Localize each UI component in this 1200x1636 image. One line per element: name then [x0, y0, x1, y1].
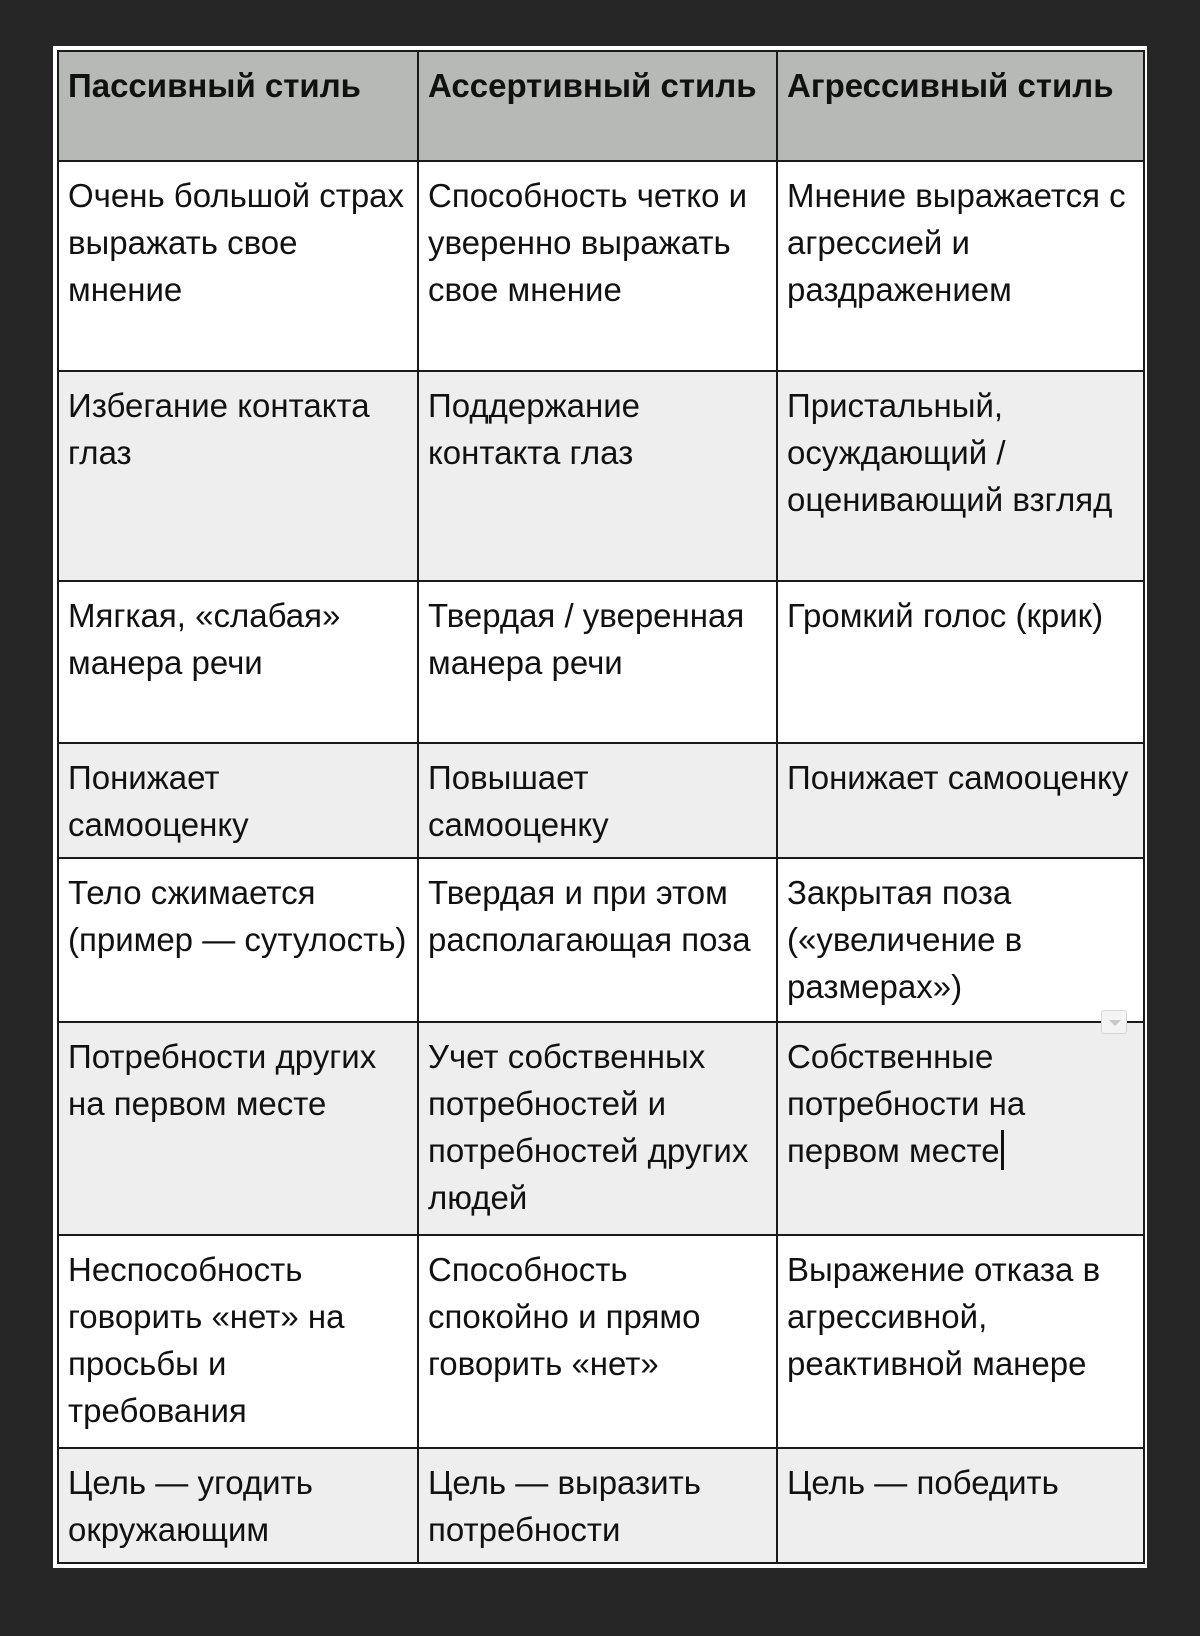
- cell-assertive[interactable]: Твердая и при этом располагающая поза: [418, 858, 777, 1022]
- cell-aggressive[interactable]: Выражение отказа в агрессивной, реактивной манере: [777, 1235, 1144, 1448]
- cell-passive[interactable]: Мягкая, «слабая» манера речи: [58, 581, 418, 743]
- header-assertive[interactable]: Ассертивный стиль: [418, 51, 777, 161]
- cell-assertive[interactable]: Твердая / уверенная манера речи: [418, 581, 777, 743]
- cell-assertive[interactable]: Повышает самооценку: [418, 743, 777, 858]
- cell-assertive[interactable]: Способность четко и уверенно выражать свое мнение: [418, 161, 777, 371]
- cell-passive[interactable]: Цель — угодить окружающим: [58, 1448, 418, 1563]
- cell-assertive[interactable]: Способность спокойно и прямо говорить «нет»: [418, 1235, 777, 1448]
- header-aggressive[interactable]: Агрессивный стиль: [777, 51, 1144, 161]
- cell-passive[interactable]: Неспособность говорить «нет» на просьбы и требования: [58, 1235, 418, 1448]
- cell-passive[interactable]: Понижает самооценку: [58, 743, 418, 858]
- text-cursor-icon: [1001, 1130, 1004, 1170]
- cell-passive[interactable]: Избегание контакта глаз: [58, 371, 418, 581]
- table-row: [58, 581, 1144, 743]
- cell-assertive[interactable]: Поддержание контакта глаз: [418, 371, 777, 581]
- cell-aggressive[interactable]: Громкий голос (крик): [777, 581, 1144, 743]
- table-row: [58, 858, 1144, 1022]
- table-row: [58, 743, 1144, 858]
- cell-passive[interactable]: Очень большой страх выражать свое мнение: [58, 161, 418, 371]
- header-row: [58, 51, 1144, 161]
- cell-text: Собственные потребности на первом месте: [787, 1037, 1026, 1169]
- cell-aggressive[interactable]: Закрытая поза («увеличение в размерах»): [777, 858, 1144, 1022]
- cell-aggressive[interactable]: Мнение выражается с агрессией и раздражением: [777, 161, 1144, 371]
- table-row: [58, 371, 1144, 581]
- cell-assertive[interactable]: Цель — выразить потребности: [418, 1448, 777, 1563]
- cell-aggressive[interactable]: Пристальный, осуждающий / оценивающий взгляд: [777, 371, 1144, 581]
- cell-aggressive-active[interactable]: [777, 1022, 1144, 1235]
- communication-styles-table: [57, 50, 1145, 1564]
- dropdown-arrow-icon[interactable]: [1101, 1010, 1127, 1034]
- table-row: [58, 1235, 1144, 1448]
- table-row: [58, 161, 1144, 371]
- document-page: [53, 46, 1147, 1568]
- header-passive[interactable]: Пассивный стиль: [58, 51, 418, 161]
- cell-aggressive[interactable]: Понижает самооценку: [777, 743, 1144, 858]
- table-row: [58, 1448, 1144, 1563]
- cell-passive[interactable]: Потребности других на первом месте: [58, 1022, 418, 1235]
- cell-assertive[interactable]: Учет собственных потребностей и потребностей других людей: [418, 1022, 777, 1235]
- table-row: [58, 1022, 1144, 1235]
- active-cell-content: [787, 1033, 1135, 1174]
- cell-aggressive[interactable]: Цель — победить: [777, 1448, 1144, 1563]
- cell-passive[interactable]: Тело сжимается (пример — сутулость): [58, 858, 418, 1022]
